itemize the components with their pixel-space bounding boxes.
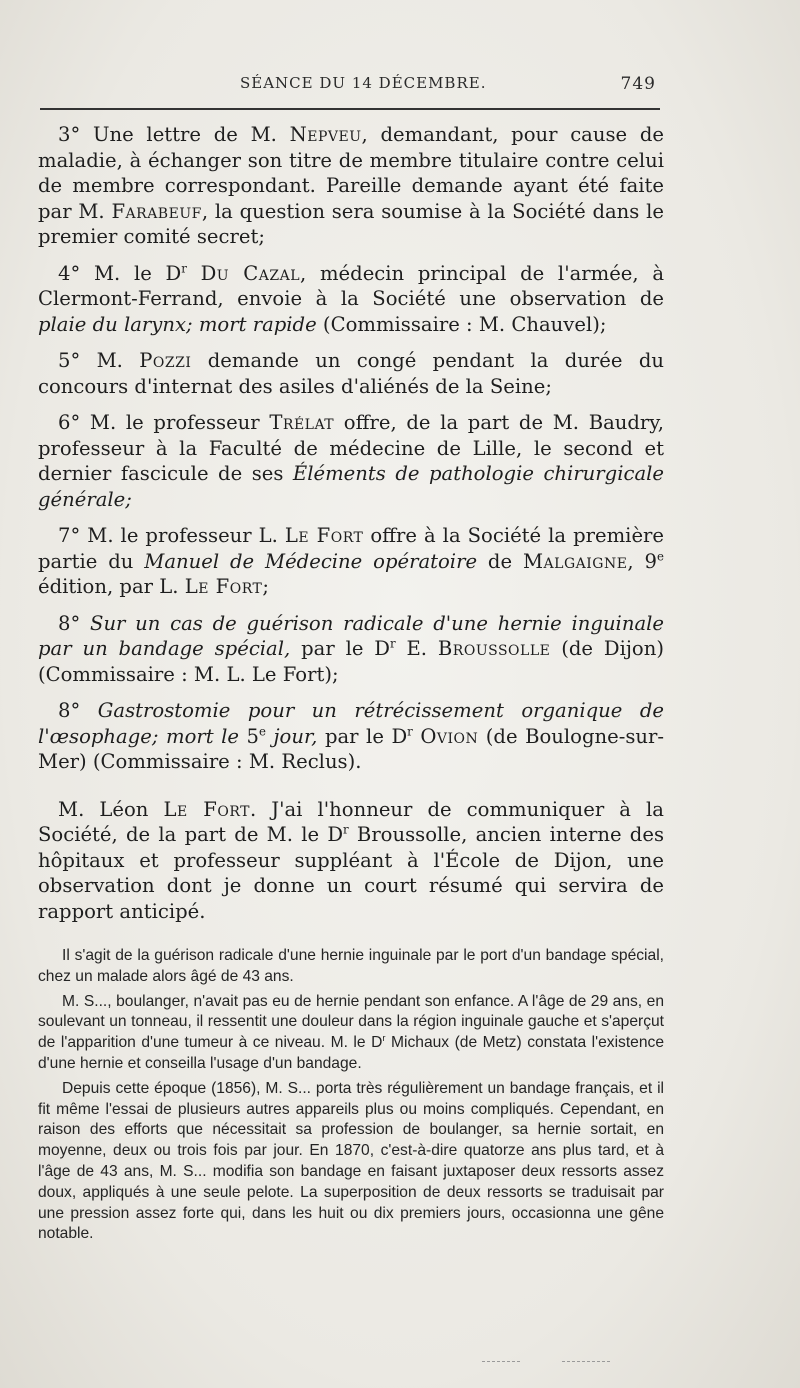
- title-italic: jour,: [265, 724, 318, 748]
- observation-intro: Il s'agit de la guérison radicale d'une hernie inguinale par le port d'un bandage spécial, chez un malade alors âgé de 43 ans.: [38, 947, 664, 985]
- item-8-hernia: 8° Sur un cas de guérison radicale d'une hernie inguinale par un bandage spécial, par le $D^r$ E. Broussolle (de Dijon) (Commissaire : M. L. Le Fort);: [38, 611, 664, 686]
- author-name: Pozzi: [139, 349, 192, 372]
- page-header: [40, 74, 660, 104]
- observation-treatment: Depuis cette époque (1856), M. S... porta très régulièrement un bandage français, et il fit même l'essai de plusieurs autres appareils plus ou moins compliqués. Cependant, en raison des efforts que nécessitait sa profession de boulanger, sa hernie sortait, en moyenne, deux ou trois fois par jour. En 1870, c'est-à-dire quatorze ans plus tard, et à l'âge de 43 ans, M. S... modifia son bandage en faisant juxtaposer deux ressorts assez doux, appliqués à une seule pelote. La superposition de deux ressorts se traduisait par une pression assez forte qui, dans les huit ou dix premiers jours, occasionna une gêne notable.: [38, 1079, 664, 1243]
- page-number: 749: [620, 74, 656, 94]
- item-6-offer: 6° M. le professeur Trélat offre, de la part de M. Baudry, professeur à la Faculté de médecine de Lille, le second et dernier fascicule de ses Éléments de pathologie chirurgicale générale;: [38, 411, 664, 511]
- item-5-leave: 5° M. Pozzi demande un congé pendant la durée du concours d'internat des asiles d'aliénés de la Seine;: [38, 349, 664, 398]
- author-name: Nepveu: [289, 123, 362, 146]
- bottom-smudge-right: [562, 1361, 610, 1362]
- author-name: Trélat: [269, 411, 335, 434]
- author-name: Malgaigne: [522, 549, 628, 573]
- item-7-manual: 7° M. le professeur L. Le Fort offre à la Société la première partie du Manuel de Médecine opératoire de Malgaigne, 9e édition, par L. Le Fort;: [38, 524, 664, 598]
- item-4-observation: 4° M. le $D^r$ Du Cazal, médecin principal de l'armée, à Clermont-Ferrand, envoie à la Société une observation de plaie du larynx; mort rapide (Commissaire : M. Chauvel);: [38, 260, 665, 336]
- header-rule: [40, 108, 660, 110]
- author-name: Le Fort: [163, 797, 250, 821]
- title-italic: Manuel de Médecine opératoire: [144, 549, 478, 573]
- title-italic: Sur un cas de guérison radicale d'une hernie inguinale par un bandage spécial,: [38, 611, 664, 660]
- author-name: Broussolle: [437, 637, 551, 660]
- author-name: Le Fort: [184, 575, 263, 598]
- author-name: Farabeuf: [111, 199, 202, 223]
- title-italic: plaie du larynx; mort rapide: [38, 312, 317, 336]
- running-title: SÉANCE DU 14 DÉCEMBRE.: [240, 74, 487, 92]
- item-3-letter: 3° Une lettre de M. Nepveu, demandant, pour cause de maladie, à échanger son titre de membre titulaire contre celui de membre correspondant. Pareille demande ayant été faite par M. Farabeuf, la question sera soumise à la Société dans le premier comité secret;: [38, 123, 664, 248]
- item-8-gastrostomy: 8° Gastrostomie pour un rétrécissement organique de l'œsophage; mort le 5e jour, par le $D^r$ Ovion (de Boulogne-sur-Mer) (Commissaire : M. Reclus).: [38, 699, 664, 773]
- author-name: Ovion: [420, 724, 479, 748]
- communication-paragraph: M. Léon Le Fort. J'ai l'honneur de communiquer à la Société, de la part de M. le $D^r$ Broussolle, ancien interne des hôpitaux et professeur suppléant à l'École de Dijon, une observation dont je donne un court résumé qui servira de rapport anticipé.: [38, 797, 664, 923]
- author-name: Le Fort: [284, 524, 364, 547]
- title-italic: Gastrostomie pour un rétrécissement organique de l'œsophage; mort le: [38, 699, 664, 748]
- title-italic: Éléments de pathologie chirurgicale générale;: [38, 462, 664, 511]
- page-body: [38, 120, 664, 1245]
- bottom-smudge-left: [482, 1361, 520, 1362]
- observation-history: M. S..., boulanger, n'avait pas eu de hernie pendant son enfance. A l'âge de 29 ans, en soulevant un tonneau, il ressentit une douleur dans la région inguinale gauche et s'aperçut de l'apparition d'une tumeur à ce niveau. M. le $D^r$ Michaux (de Metz) constata l'existence d'une hernie et conseilla l'usage d'un bandage.: [38, 992, 664, 1072]
- author-name: Du Cazal: [200, 261, 301, 285]
